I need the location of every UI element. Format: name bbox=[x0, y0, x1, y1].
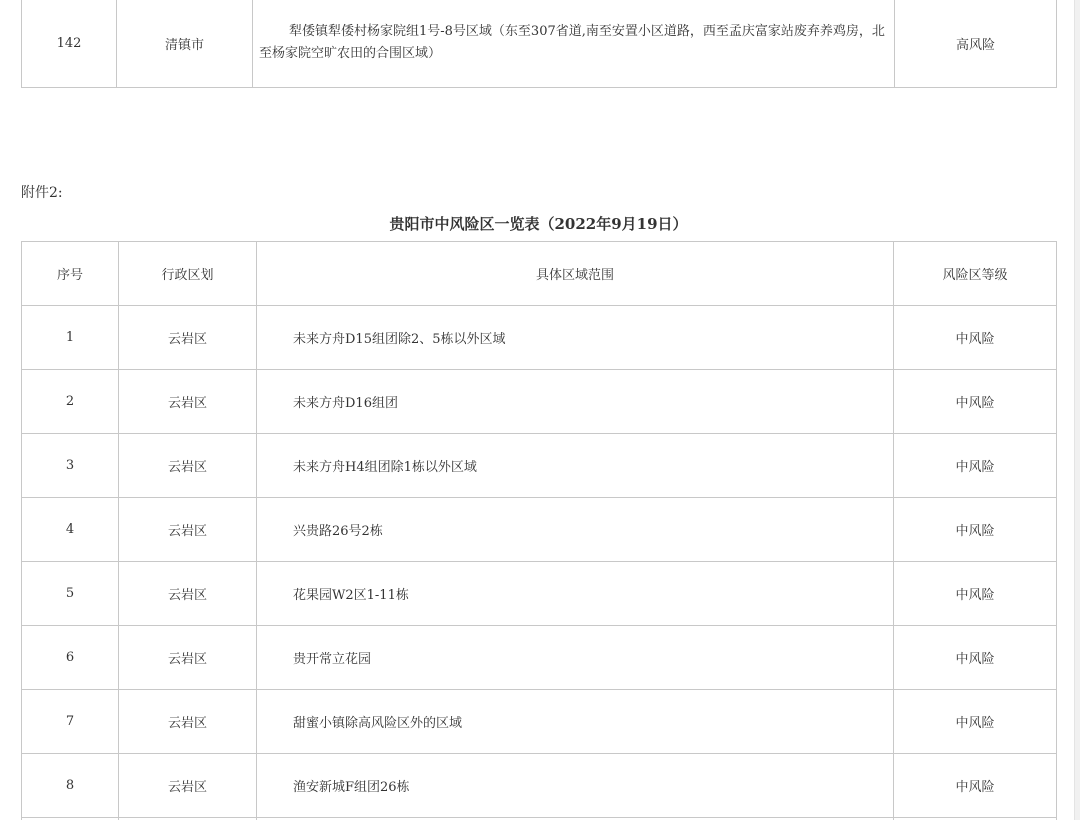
header-area: 具体区域范围 bbox=[257, 242, 894, 306]
row-risk-level: 高风险 bbox=[895, 0, 1057, 88]
row-risk-level: 中风险 bbox=[894, 690, 1057, 754]
row-district: 清镇市 bbox=[117, 0, 253, 88]
row-risk-level: 中风险 bbox=[894, 498, 1057, 562]
row-risk-level: 中风险 bbox=[894, 370, 1057, 434]
table-row bbox=[22, 434, 1057, 498]
row-area: 甜蜜小镇除高风险区外的区域 bbox=[257, 690, 894, 754]
row-district: 云岩区 bbox=[119, 434, 257, 498]
row-district: 云岩区 bbox=[119, 690, 257, 754]
table-row bbox=[22, 498, 1057, 562]
row-risk-level: 中风险 bbox=[894, 434, 1057, 498]
row-number: 4 bbox=[22, 498, 119, 562]
row-area: 渔安新城F组团26栋 bbox=[257, 754, 894, 818]
row-risk-level: 中风险 bbox=[894, 306, 1057, 370]
row-area: 犁倭镇犁倭村杨家院组1号-8号区域（东至307省道,南至安置小区道路，西至孟庆富家站废弃养鸡房，北至杨家院空旷农田的合围区域） bbox=[253, 0, 895, 88]
table-row bbox=[22, 754, 1057, 818]
row-number: 5 bbox=[22, 562, 119, 626]
table-row bbox=[22, 562, 1057, 626]
attachment-label: 附件2: bbox=[21, 185, 63, 201]
row-area: 未来方舟H4组团除1栋以外区域 bbox=[257, 434, 894, 498]
table-row bbox=[22, 0, 1057, 88]
row-number: 142 bbox=[22, 0, 117, 88]
header-risk-level: 风险区等级 bbox=[894, 242, 1057, 306]
header-district: 行政区划 bbox=[119, 242, 257, 306]
table-row bbox=[22, 626, 1057, 690]
row-number: 2 bbox=[22, 370, 119, 434]
row-number: 6 bbox=[22, 626, 119, 690]
row-district: 云岩区 bbox=[119, 370, 257, 434]
row-risk-level: 中风险 bbox=[894, 562, 1057, 626]
row-number: 7 bbox=[22, 690, 119, 754]
row-district: 云岩区 bbox=[119, 754, 257, 818]
high-risk-table-tail bbox=[21, 0, 1057, 88]
page-scrollbar[interactable] bbox=[1074, 0, 1080, 820]
table-row bbox=[22, 370, 1057, 434]
table-row bbox=[22, 306, 1057, 370]
row-number: 1 bbox=[22, 306, 119, 370]
row-risk-level: 中风险 bbox=[894, 754, 1057, 818]
table-row bbox=[22, 690, 1057, 754]
row-district: 云岩区 bbox=[119, 498, 257, 562]
row-district: 云岩区 bbox=[119, 562, 257, 626]
row-area: 兴贵路26号2栋 bbox=[257, 498, 894, 562]
table-header-row bbox=[22, 242, 1057, 306]
row-area: 花果园W2区1-11栋 bbox=[257, 562, 894, 626]
row-area: 未来方舟D16组团 bbox=[257, 370, 894, 434]
row-district: 云岩区 bbox=[119, 306, 257, 370]
row-risk-level: 中风险 bbox=[894, 626, 1057, 690]
row-district: 云岩区 bbox=[119, 626, 257, 690]
medium-risk-table bbox=[21, 241, 1057, 820]
header-number: 序号 bbox=[22, 242, 119, 306]
row-area: 贵开常立花园 bbox=[257, 626, 894, 690]
row-number: 3 bbox=[22, 434, 119, 498]
table-title: 贵阳市中风险区一览表（2022年9月19日） bbox=[389, 215, 688, 233]
row-area: 未来方舟D15组团除2、5栋以外区域 bbox=[257, 306, 894, 370]
row-number: 8 bbox=[22, 754, 119, 818]
